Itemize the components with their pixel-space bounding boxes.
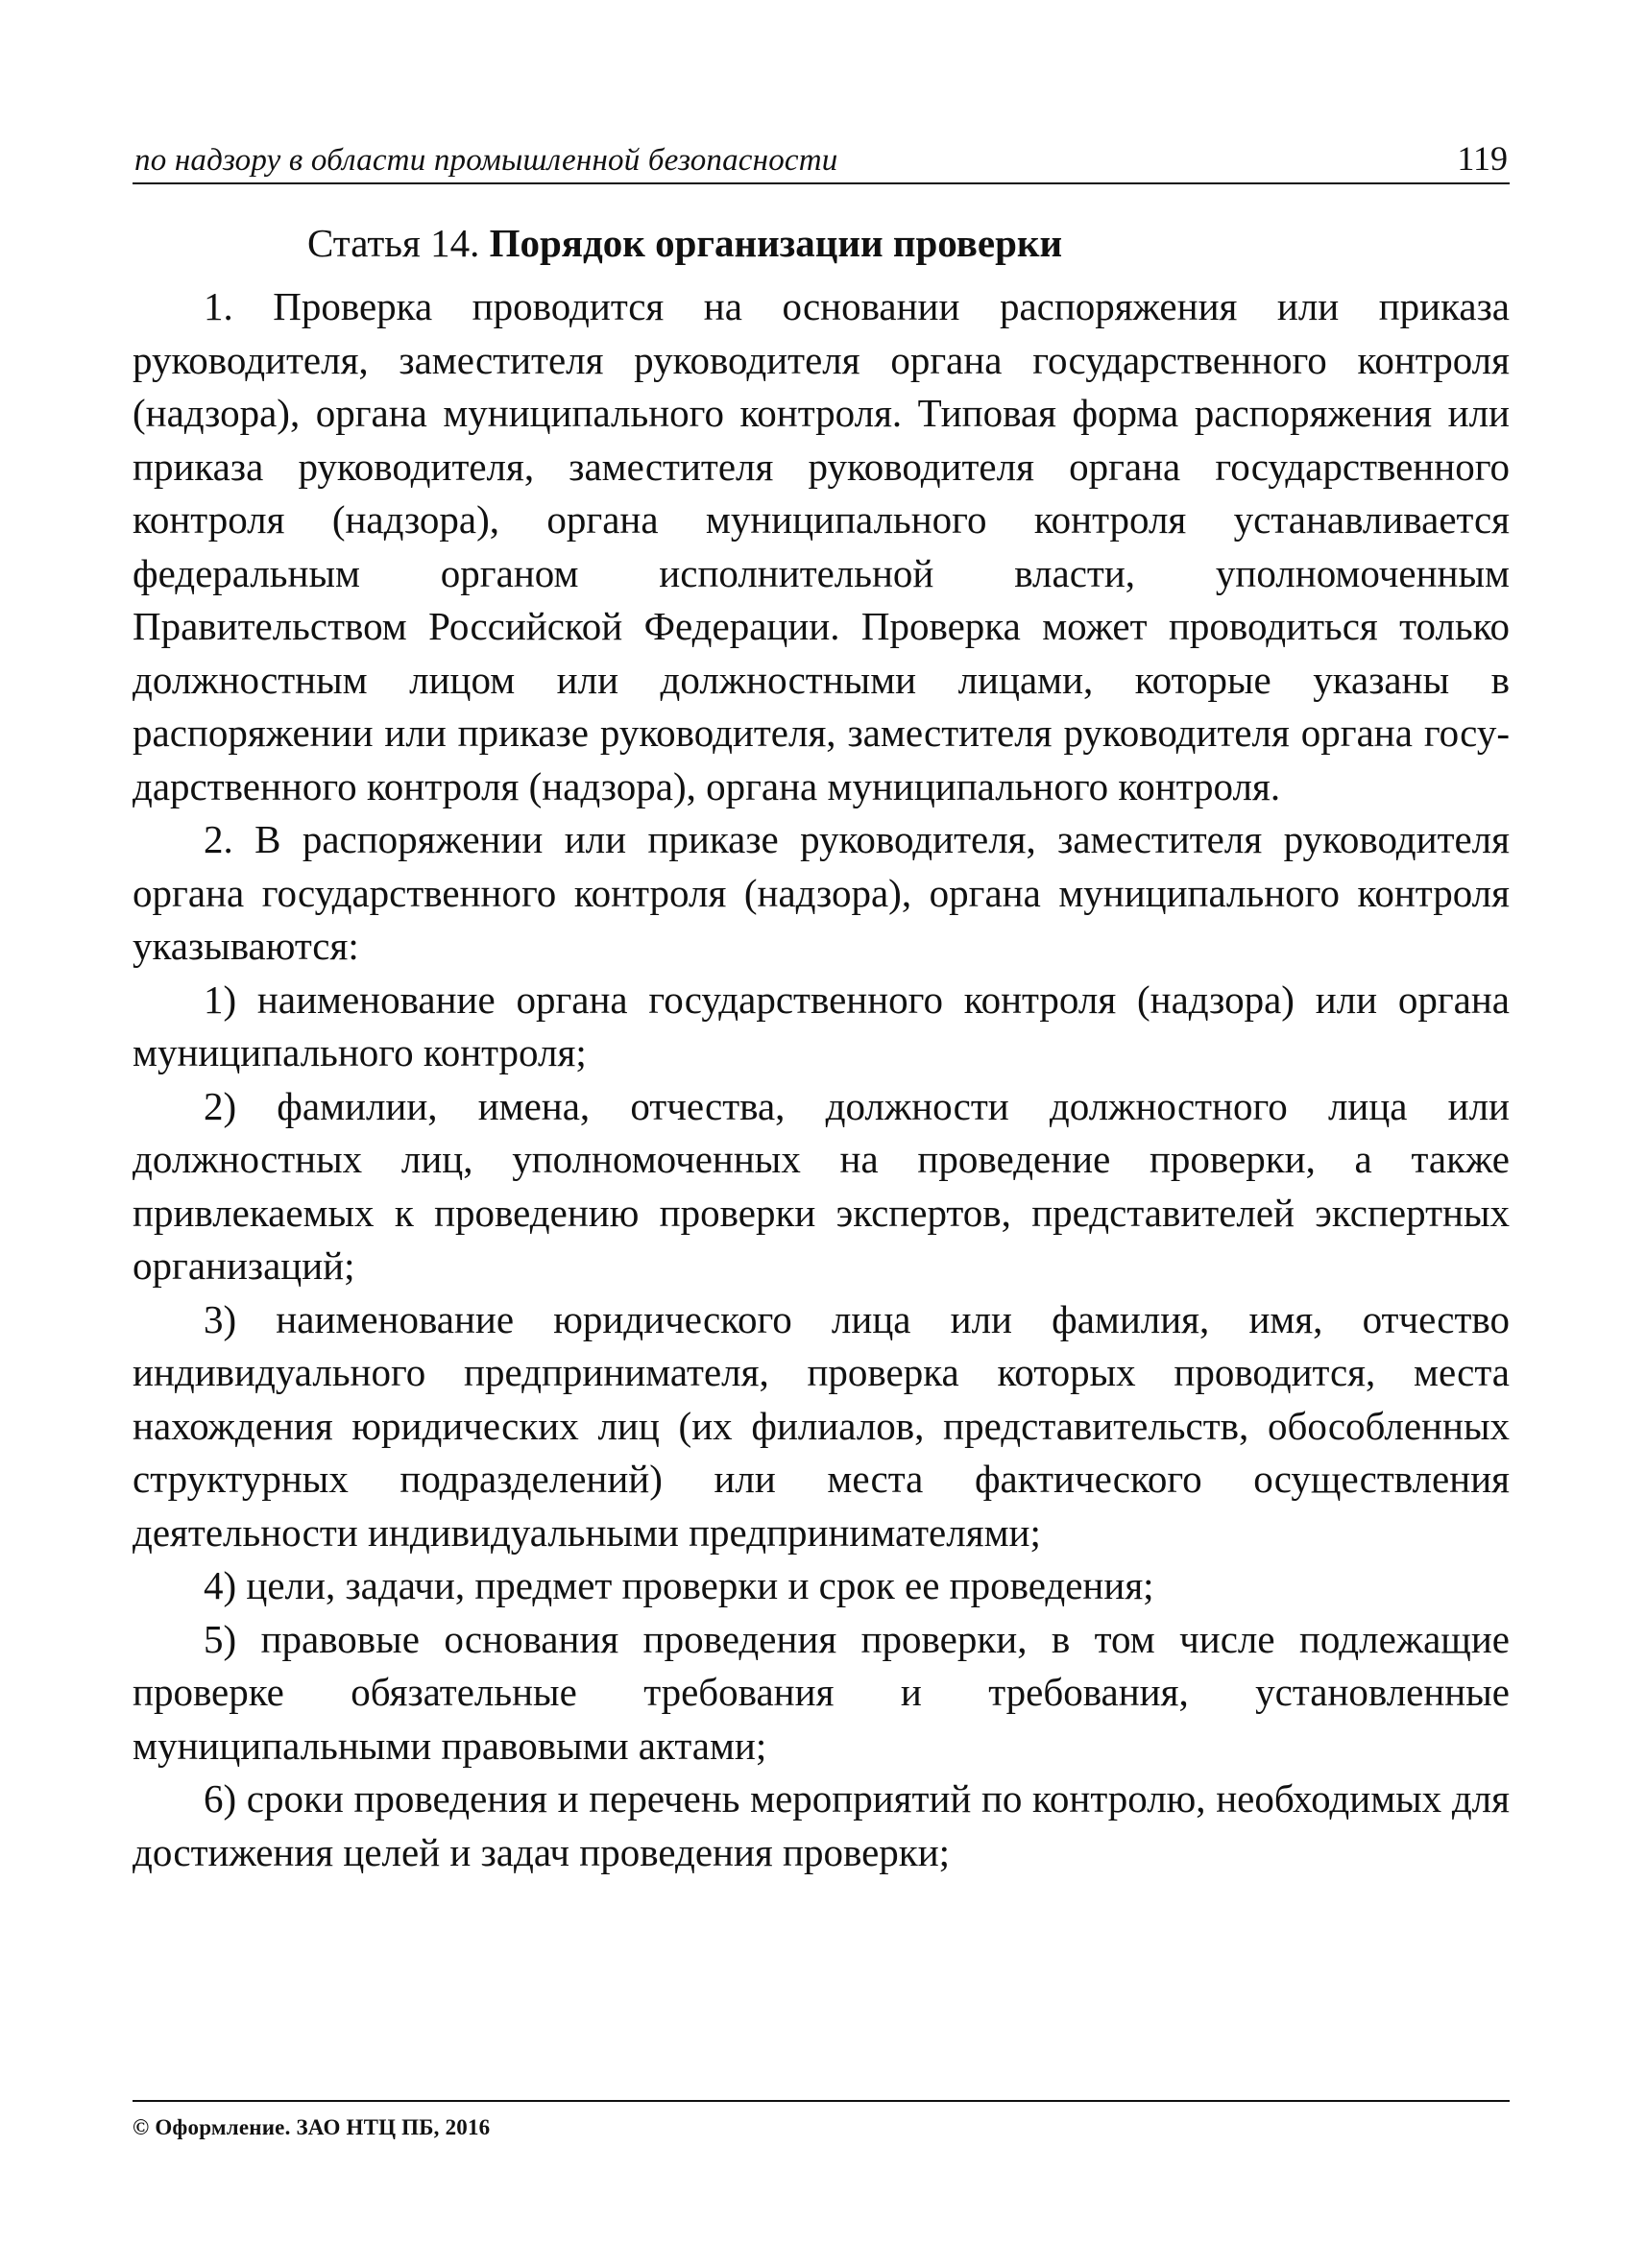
list-item-6: 6) сроки проведения и перечень мероприятий по контролю, необходимых для достижения целей и задач проведения проверки; [133, 1776, 1510, 1874]
list-item-2: 2) фамилии, имена, отчества, должности должностного лица или должностных лиц, уполномоченных на проведение проверки, а также привлекаемых к проведению проверки экспертов, представителей экспертных организаций; [133, 1083, 1510, 1288]
paragraph-1: 1. Проверка проводится на основании распоряжения или приказа руководителя, заместителя руководителя органа государственного контроля (надзора), органа муниципального контроля. Типовая форма распоряжения или приказа руководителя, заместителя руководителя органа государственного контроля (надзора), органа муниципального контроля устанавливается федеральным органом исполнительной власти, уполномоченным Правительством Российской Федерации. Проверка может проводиться только должностным лицом или должностными лицами, которые указаны в распоряжении или приказе руководителя, заместителя руководителя органа государственного контроля (надзора), органа муниципального контроля. [133, 284, 1510, 808]
list-item-3: 3) наименование юридического лица или фамилия, имя, отчество индивидуального предпринимателя, проверка которых проводится, места нахождения юридических лиц (их филиалов, представительств, обособленных структурных подразделений) или места фактического осуществления деятельности индивидуальными предпринимателями; [133, 1296, 1510, 1555]
page-header [133, 139, 1510, 184]
page-number: 119 [1457, 139, 1508, 178]
article-label: Статья 14. [307, 221, 490, 265]
running-title: по надзору в области промышленной безопасности [134, 143, 838, 178]
article-title: Порядок организации проверки [489, 221, 1063, 265]
copyright-notice: © Оформление. ЗАО НТЦ ПБ, 2016 [133, 2115, 491, 2139]
list-item-5: 5) правовые основания проведения проверки, в том числе подлежащие проверке обязательные требования и требования, установленные муниципальными правовыми актами; [133, 1616, 1510, 1768]
list-item-1: 1) наименование органа государственного контроля (надзора) или органа муниципального контроля; [133, 977, 1510, 1074]
paragraph-2: 2. В распоряжении или приказе руководителя, заместителя руководителя органа государственного контроля (надзора), органа муниципального контроля указываются: [133, 817, 1510, 968]
page-content [133, 215, 1510, 1879]
page-footer [133, 2100, 1510, 2140]
list-item-4: 4) цели, задачи, предмет проверки и срок ее проведения; [204, 1563, 1154, 1607]
article-heading [133, 215, 1510, 271]
